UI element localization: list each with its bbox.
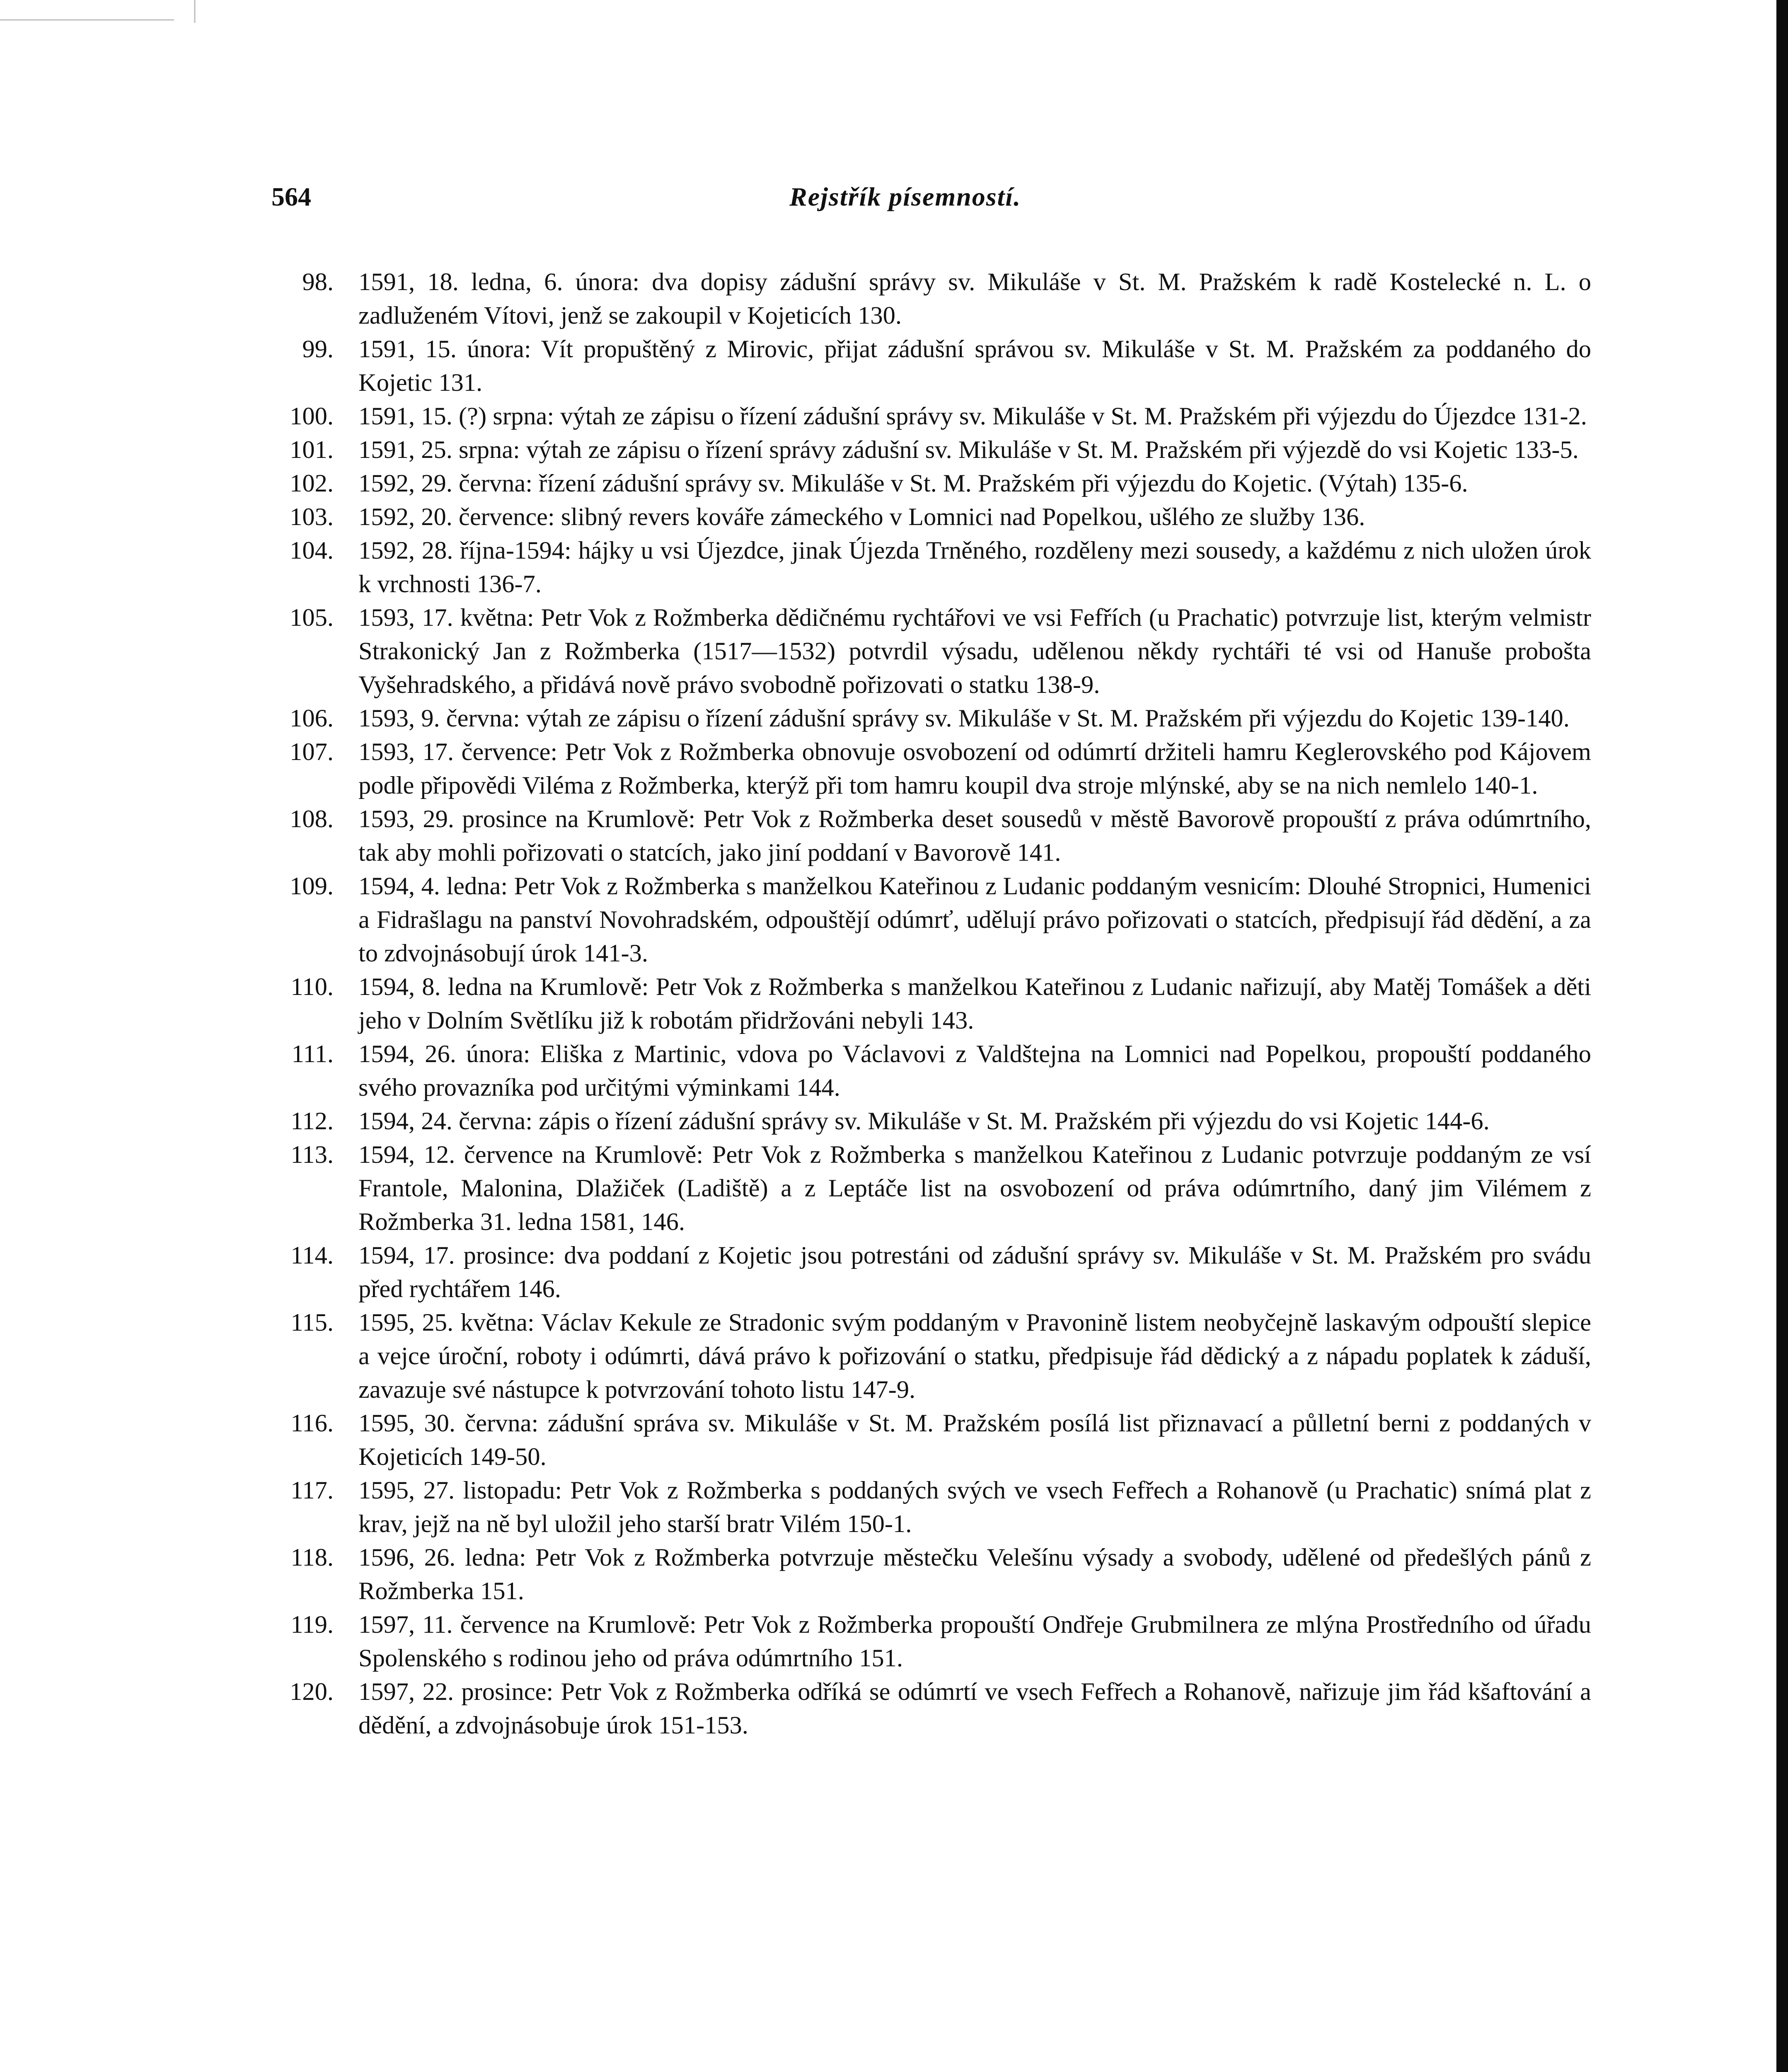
entry-number: 120. [290, 1678, 334, 1706]
register-entry [267, 1608, 1591, 1675]
register-entry [267, 802, 1591, 869]
register-entry [267, 1104, 1591, 1138]
entry-text: 1594, 4. ledna: Petr Vok z Rožmberka s manželkou Kateřinou z Ludanic poddaným vesnicím: Dlouhé Stropnici, Humenici a Fidrašlagu na panství Novohradském, odpouštějí odúmrť, udělují právo pořizovati o statcích, předpisují řád dědění, a za to zdvojnásobují úrok 141-3. [358, 872, 1591, 967]
register-entry [267, 970, 1591, 1037]
register-entry [267, 500, 1591, 534]
entry-text: 1594, 8. ledna na Krumlově: Petr Vok z Rožmberka s manželkou Kateřinou z Ludanic nařizují, aby Matěj Tomášek a děti jeho v Dolním Světlíku již k robotám přidržováni nebyli 143. [358, 973, 1591, 1034]
register-entry [267, 1138, 1591, 1239]
register-entry [267, 1541, 1591, 1608]
entry-number: 115. [290, 1309, 334, 1336]
register-entry [267, 1675, 1591, 1742]
entry-text: 1592, 29. června: řízení zádušní správy sv. Mikuláše v St. M. Pražském při výjezdu do Kojetic. (Výtah) 135-6. [358, 470, 1468, 497]
register-entries [267, 265, 1591, 1742]
entry-number: 116. [290, 1409, 334, 1437]
entry-number: 109. [290, 872, 334, 900]
entry-text: 1592, 28. října-1594: hájky u vsi Újezdce, jinak Újezda Trněného, rozděleny mezi sousedy, a každému z nich uložen úrok k vrchnosti 136-7. [358, 537, 1591, 598]
entry-text: 1596, 26. ledna: Petr Vok z Rožmberka potvrzuje městečku Velešínu výsady a svobody, udělené od předešlých pánů z Rožmberka 151. [358, 1544, 1591, 1605]
register-entry [267, 702, 1591, 735]
entry-number: 101. [290, 436, 334, 464]
register-entry [267, 467, 1591, 500]
entry-number: 108. [290, 805, 334, 833]
entry-text: 1594, 12. července na Krumlově: Petr Vok z Rožmberka s manželkou Kateřinou z Ludanic potvrzuje poddaným ze vsí Frantole, Malonina, Dlažiček (Ladiště) a z Leptáče list na osvobození od práva odúmrtního, daný jim Vilémem z Rožmberka 31. ledna 1581, 146. [358, 1141, 1591, 1236]
entry-number: 119. [290, 1611, 334, 1639]
entry-text: 1594, 24. června: zápis o řízení zádušní správy sv. Mikuláše v St. M. Pražském při výjezdu do vsi Kojetic 144-6. [358, 1107, 1490, 1135]
register-entry [267, 265, 1591, 332]
register-entry [267, 1037, 1591, 1104]
entry-number: 113. [290, 1141, 334, 1169]
entry-text: 1591, 15. února: Vít propuštěný z Mirovic, přijat zádušní správou sv. Mikuláše v St. M. Pražském za poddaného do Kojetic 131. [358, 335, 1591, 397]
entry-text: 1593, 29. prosince na Krumlově: Petr Vok z Rožmberka deset sousedů v městě Bavorově propouští z práva odúmrtního, tak aby mohli pořizovati o statcích, jako jiní poddaní v Bavorově 141. [358, 805, 1591, 867]
entry-number: 106. [290, 704, 334, 732]
entry-text: 1591, 15. (?) srpna: výtah ze zápisu o řízení zádušní správy sv. Mikuláše v St. M. Pražském při výjezdu do Újezdce 131-2. [358, 402, 1587, 430]
entry-text: 1597, 11. července na Krumlově: Petr Vok z Rožmberka propouští Ondřeje Grubmilnera ze mlýna Prostředního od úřadu Spolenského s rodinou jeho od práva odúmrtního 151. [358, 1611, 1591, 1672]
register-entry [267, 601, 1591, 702]
entry-number: 110. [290, 973, 334, 1001]
entry-text: 1591, 18. ledna, 6. února: dva dopisy zádušní správy sv. Mikuláše v St. M. Pražském k radě Kostelecké n. L. o zadluženém Vítovi, jenž se zakoupil v Kojeticích 130. [358, 268, 1591, 329]
running-title: Rejstřík písemností. [789, 182, 1021, 211]
entry-number: 112. [290, 1107, 334, 1135]
register-entry [267, 1406, 1591, 1474]
register-entry [267, 332, 1591, 399]
entry-number: 114. [290, 1242, 334, 1269]
register-entry [267, 399, 1591, 433]
entry-text: 1595, 27. listopadu: Petr Vok z Rožmberka s poddaných svých ve vsech Fefřech a Rohanově (u Prachatic) snímá plat z krav, jejž na ně byl uložil jeho starší bratr Vilém 150-1. [358, 1477, 1591, 1538]
entry-text: 1593, 17. července: Petr Vok z Rožmberka obnovuje osvobození od odúmrtí držiteli hamru Keglerovského pod Kájovem podle připovědi Viléma z Rožmberka, kterýž při tom hamru koupil dva stroje mlýnské, aby se na nich nemlelo 140-1. [358, 738, 1591, 799]
entry-text: 1593, 9. června: výtah ze zápisu o řízení zádušní správy sv. Mikuláše v St. M. Pražském při výjezdu do Kojetic 139-140. [358, 704, 1570, 732]
entry-number: 118. [290, 1544, 334, 1571]
entry-number: 107. [290, 738, 334, 766]
entry-number: 111. [291, 1040, 334, 1068]
entry-number: 98. [302, 268, 334, 296]
entry-text: 1593, 17. května: Petr Vok z Rožmberka dědičnému rychtářovi ve vsi Fefřích (u Prachatic) potvrzuje list, kterým velmistr Strakonický Jan z Rožmberka (1517—1532) potvrdil výsadu, udělenou někdy rychtáři té vsi od Hanuše probošta Vyšehradského, a přidává nově právo svobodně pořizovati o statku 138-9. [358, 604, 1591, 699]
entry-number: 100. [290, 402, 334, 430]
entry-text: 1594, 17. prosince: dva poddaní z Kojetic jsou potrestáni od zádušní správy sv. Mikuláše v St. M. Pražském pro svádu před rychtářem 146. [358, 1242, 1591, 1303]
register-entry [267, 1306, 1591, 1406]
entry-text: 1592, 20. července: slibný revers kováře zámeckého v Lomnici nad Popelkou, ušlého ze služby 136. [358, 503, 1365, 531]
register-entry [267, 534, 1591, 601]
register-entry [267, 735, 1591, 802]
entry-number: 103. [290, 503, 334, 531]
scan-edge-border [1776, 0, 1788, 2072]
entry-text: 1595, 30. června: zádušní správa sv. Mikuláše v St. M. Pražském posílá list přiznavací a půlletní berni z poddaných v Kojeticích 149-50. [358, 1409, 1591, 1471]
scan-corner-mark [0, 0, 215, 25]
register-entry [267, 1239, 1591, 1306]
entry-text: 1591, 25. srpna: výtah ze zápisu o řízení správy zádušní sv. Mikuláše v St. M. Pražském při výjezdě do vsi Kojetic 133-5. [358, 436, 1579, 464]
register-entry [267, 869, 1591, 970]
entry-text: 1594, 26. února: Eliška z Martinic, vdova po Václavovi z Valdštejna na Lomnici nad Popelkou, propouští poddaného svého provazníka pod určitými výminkami 144. [358, 1040, 1591, 1101]
entry-number: 117. [290, 1477, 334, 1504]
entry-number: 104. [290, 537, 334, 564]
page-header [271, 182, 1589, 227]
entry-text: 1595, 25. května: Václav Kekule ze Stradonic svým poddaným v Pravonině listem neobyčejně laskavým odpouští slepice a vejce úroční, roboty i odúmrti, dává právo k pořizování o statku, předpisuje řád dědický a z nápadu poplatek k záduší, zavazuje své nástupce k potvrzování tohoto listu 147-9. [358, 1309, 1591, 1404]
entry-number: 99. [302, 335, 334, 363]
register-entry [267, 433, 1591, 467]
register-entry [267, 1474, 1591, 1541]
entry-text: 1597, 22. prosince: Petr Vok z Rožmberka odříká se odúmrtí ve vsech Fefřech a Rohanově, nařizuje jim řád kšaftování a dědění, a zdvojnásobuje úrok 151-153. [358, 1678, 1591, 1739]
entry-number: 102. [290, 470, 334, 497]
page-number: 564 [271, 182, 311, 211]
entry-number: 105. [290, 604, 334, 632]
